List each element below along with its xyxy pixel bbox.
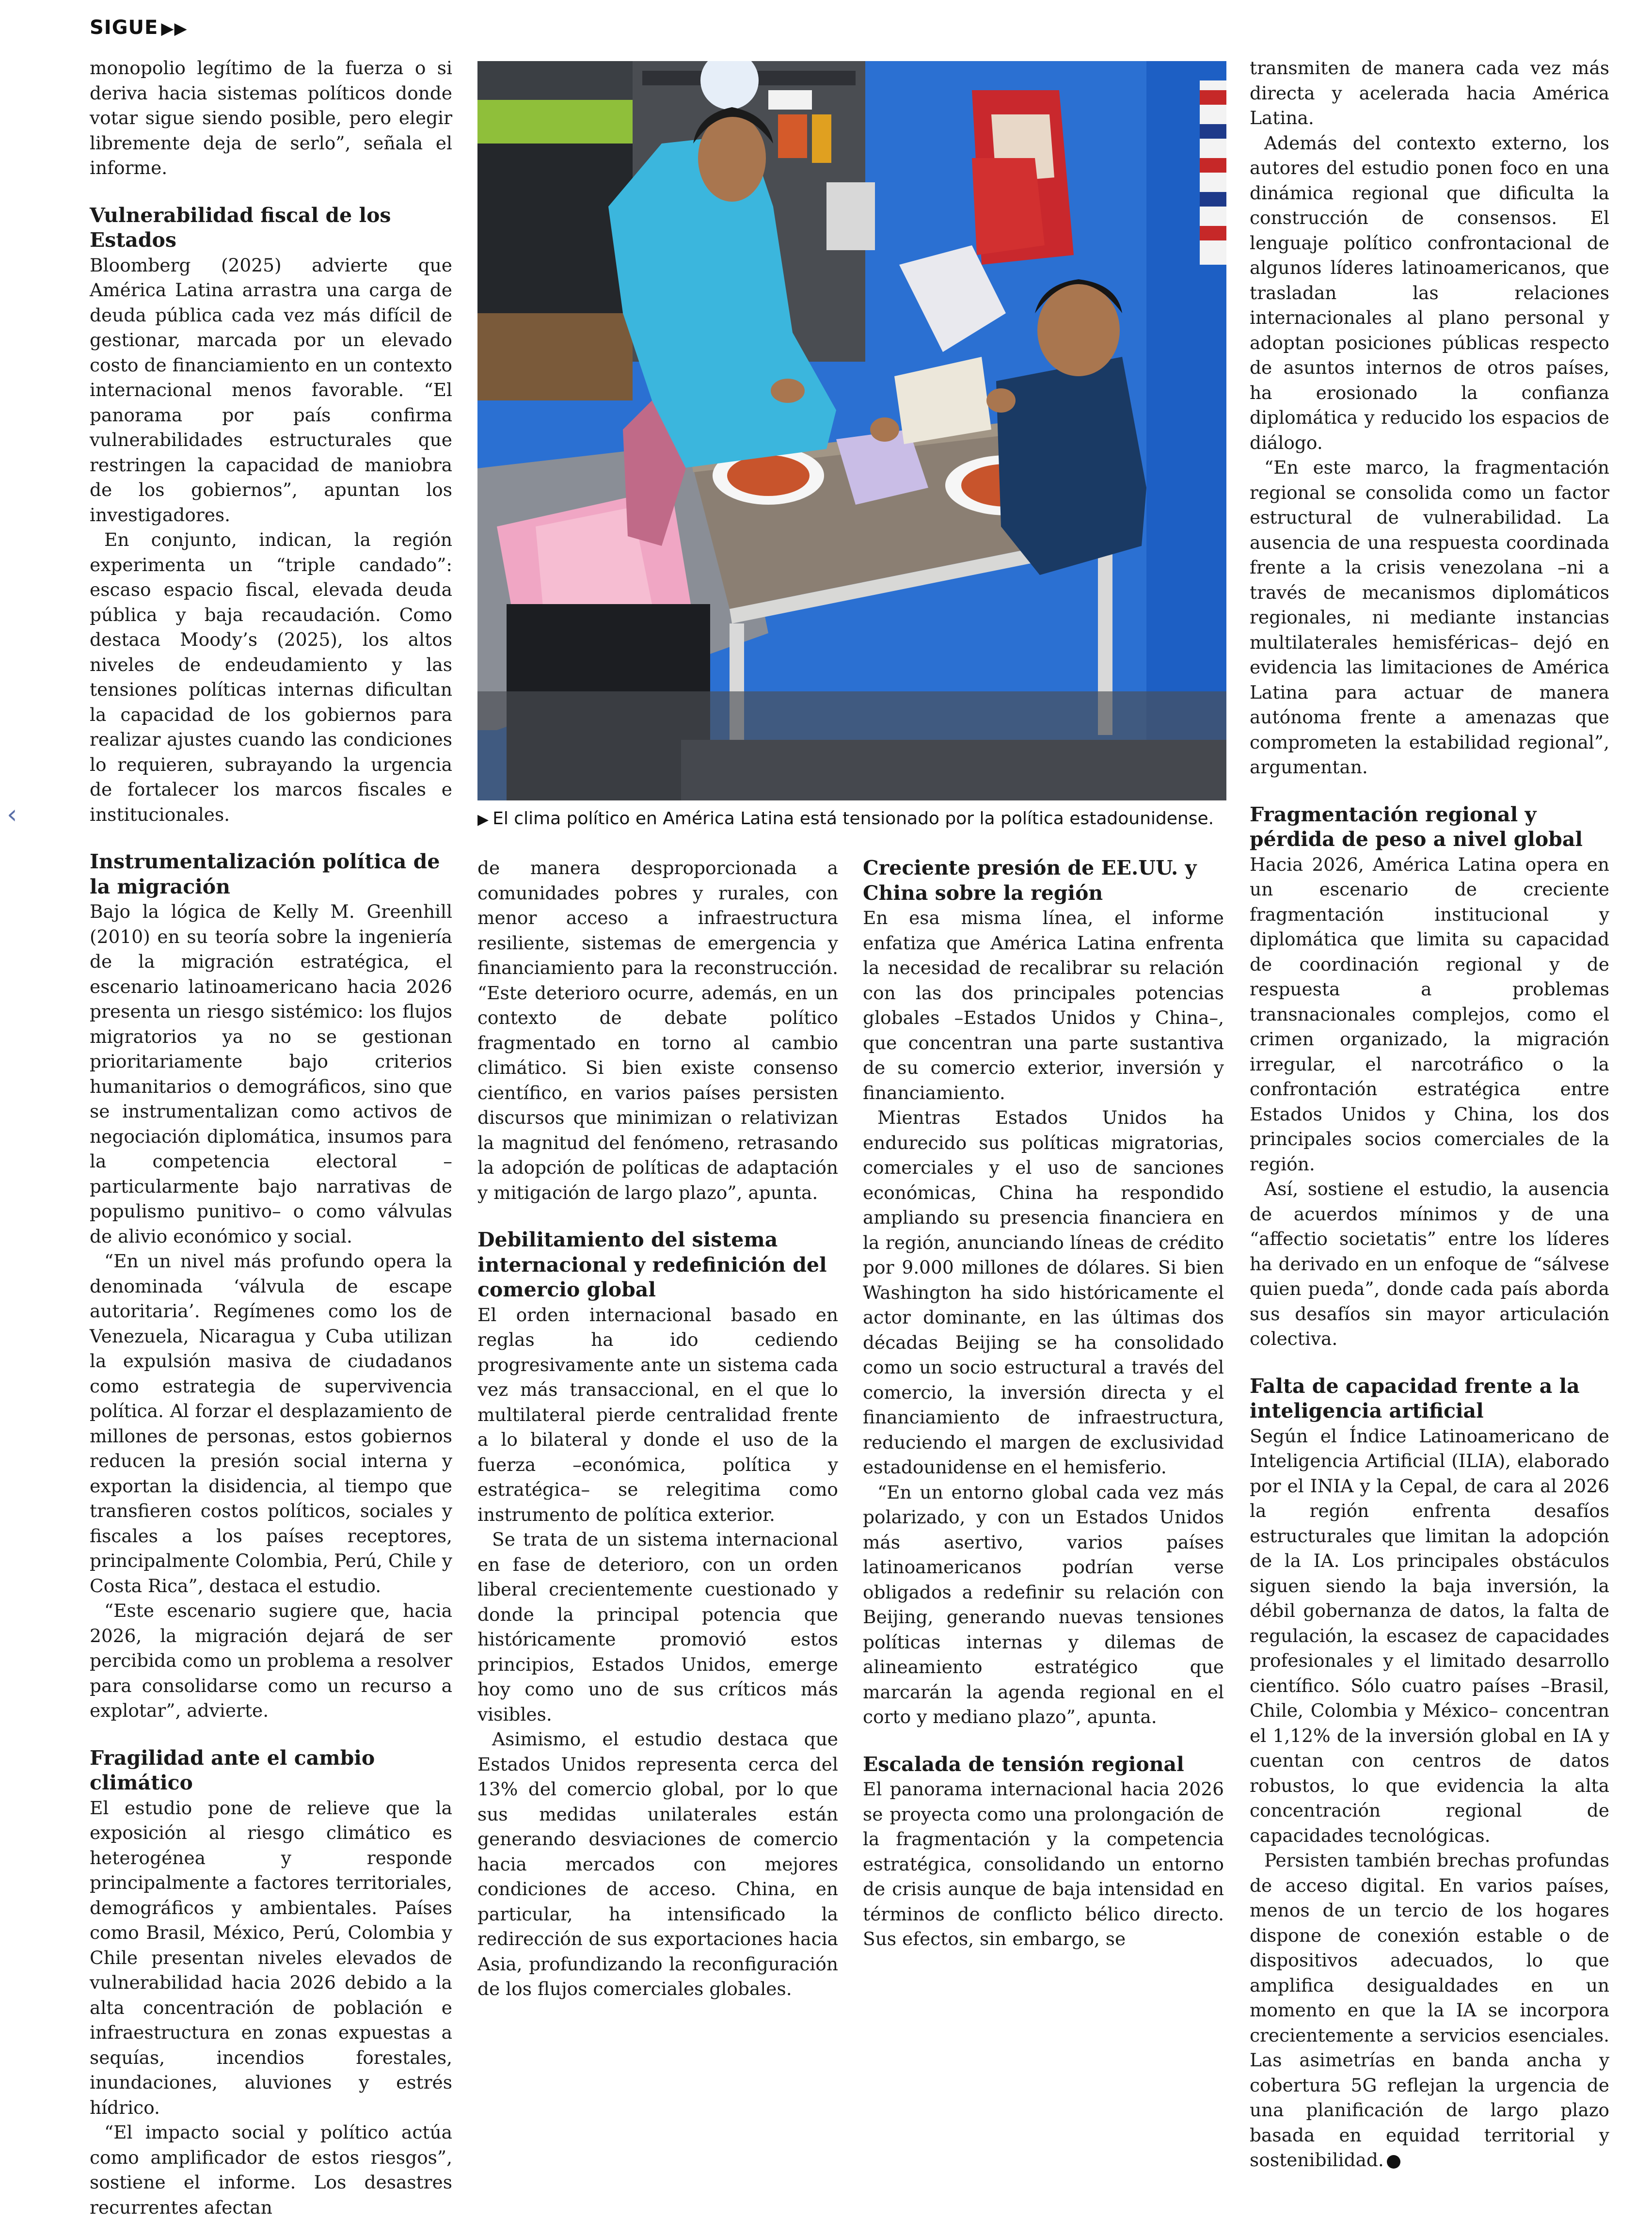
body-paragraph: Asimismo, el estudio destaca que Estados Unidos representa cerca del 13% del comercio global, por lo que sus medidas unilaterales están generando desviaciones de comercio hacia mercados con mejores condiciones de acceso. China, en particular, ha intensificado la redirección de sus exportaciones hacia Asia, profundizando la reconfiguración de los flujos comerciales globales. bbox=[477, 1728, 838, 1999]
previous-page-icon[interactable]: ‹ bbox=[7, 799, 17, 830]
body-paragraph: “El impacto social y político actúa como amplificador de estos riesgos”, sostiene el informe. Los desastres recurrentes afectan bbox=[90, 2122, 452, 2218]
body-paragraph: Mientras Estados Unidos ha endurecido sus políticas migratorias, comerciales y el uso de sanciones económicas, China ha respondido ampliando su presencia financiera en la región, anunciando líneas de crédito por 9.000 millones de dólares. Si bien Washington ha sido históricamente el actor dominante, en las últimas dos décadas Beijing se ha consolidado como un socio estructural a través del comercio, la inversión directa y el financiamiento de infraestructura, reduciendo el margen de exclusividad estadounidense en el hemisferio. bbox=[863, 1107, 1224, 1478]
body-paragraph: Bajo la lógica de Kelly M. Greenhill (2010) en su teoría sobre la ingeniería de la migración estratégica, el escenario latinoamericano hacia 2026 presenta un riesgo sistémico: los flujos migratorios ya no se gestionan prioritariamente bajo criterios humanitarios o demográficos, sino que se instrumentalizan como activos de negociación diplomática, insumos para la competencia electoral –particularmente bajo narrativas de populismo punitivo– o como válvulas de alivio económico y social. bbox=[90, 901, 452, 1247]
body-paragraph: “En este marco, la fragmentación regional se consolida como un factor estructural de vulnerabilidad. La ausencia de una respuesta coordinada frente a la crisis venezolana –ni a través de mecanismos diplomáticos regionales, ni mediante instancias multilaterales hemisféricas– dejó en evidencia las limitaciones de América Latina para actuar de manera autónoma frente a amenazas que comprometen la estabilidad regional”, argumentan. bbox=[1250, 457, 1609, 778]
article-column-3 bbox=[863, 856, 1224, 1952]
body-paragraph: El panorama internacional hacia 2026 se proyecta como una prolongación de la fragmentación y la competencia estratégica, consolidando un entorno de crisis aunque de baja intensidad en términos de conflicto bélico directo. Sus efectos, sin embargo, se bbox=[863, 1778, 1224, 1949]
section-heading: Fragilidad ante el cambio climático bbox=[90, 1746, 375, 1794]
body-paragraph: En esa misma línea, el informe enfatiza que América Latina enfrenta la necesidad de recalibrar su relación con las dos principales potencias globales –Estados Unidos y China–, que concentran una parte sustantiva de su comercio exterior, inversión y financiamiento. bbox=[863, 907, 1224, 1103]
body-paragraph: En conjunto, indican, la región experimenta un “triple candado”: escaso espacio fiscal, elevada deuda pública y baja recaudación. Como destaca Moody’s (2025), los altos niveles de endeudamiento y las tensiones políticas internas dificultan la capacidad de los gobiernos para realizar ajustes cuando las condiciones lo requieren, subrayando la urgencia de fortalecer los marcos fiscales e institucionales. bbox=[90, 529, 452, 825]
body-paragraph: Hacia 2026, América Latina opera en un escenario de creciente fragmentación institucional y diplomática que limita su capacidad de coordinación regional y de respuesta a problemas transnacionales complejos, como el crimen organizado, la migración irregular, el narcotráfico o la confrontación estratégica entre Estados Unidos y China, los dos principales socios comerciales de la región. bbox=[1250, 853, 1609, 1175]
section-heading: Vulnerabilidad fiscal de los Estados bbox=[90, 203, 391, 252]
body-paragraph: Según el Índice Latinoamericano de Inteligencia Artificial (ILIA), elaborado por el INIA y la Cepal, de cara al 2026 la región enfrenta desafíos estructurales que limitan la adopción de la IA. Los principales obstáculos siguen siendo la baja inversión, la débil gobernanza de datos, la falta de regulación, la escasez de capacidades profesionales y el limitado desarrollo científico. Sólo cuatro países –Brasil, Chile, Colombia y México– concentran el 1,12% de la inversión global en IA y cuentan con centros de datos robustos, lo que evidencia la alta concentración regional de capacidades tecnológicas. bbox=[1250, 1425, 1609, 1846]
article-column-1 bbox=[90, 56, 452, 2220]
body-paragraph: Bloomberg (2025) advierte que América Latina arrastra una carga de deuda pública cada vez más difícil de gestionar, marcada por un elevado costo de financiamiento en un contexto internacional menos favorable. “El panorama por país confirma vulnerabilidades estructurales que restringen la capacidad de maniobra de los gobiernos”, apuntan los investigadores. bbox=[90, 254, 452, 526]
body-paragraph: “En un nivel más profundo opera la denominada ‘válvula de escape autoritaria’. Regímenes como los de Venezuela, Nicaragua y Cuba utilizan la expulsión masiva de ciudadanos como estrategia de supervivencia política. Al forzar el desplazamiento de millones de personas, estos gobiernos reducen la presión social interna y exportan la disidencia, al tiempo que transfieren costos políticos, sociales y fiscales a los países receptores, principalmente Colombia, Perú, Chile y Costa Rica”, destaca el estudio. bbox=[90, 1250, 452, 1597]
body-paragraph: monopolio legítimo de la fuerza o si deriva hacia sistemas políticos donde votar sigue siendo posible, pero elegir libremente deja de serlo”, señala el informe. bbox=[90, 57, 452, 178]
section-heading: Falta de capacidad frente a la inteligencia artificial bbox=[1250, 1374, 1580, 1422]
continue-label: SIGUE ▶▶ bbox=[90, 16, 188, 39]
section-heading: Creciente presión de EE.UU. y China sobre la región bbox=[863, 856, 1197, 905]
article-photo bbox=[477, 61, 1226, 800]
photo-caption: ▶ El clima político en América Latina está tensionado por la política estadounidense. bbox=[477, 809, 1214, 829]
body-paragraph: Persisten también brechas profundas de acceso digital. En varios países, menos de un tercio de los hogares dispone de conexión estable o de dispositivos adecuados, lo que amplifica desigualdades en un momento en que la IA se incorpora crecientemente a servicios esenciales. Las asimetrías en banda ancha y cobertura 5G reflejan la urgencia de una planificación de largo plazo basada en equidad territorial y sostenibilidad. bbox=[1250, 1850, 1609, 2171]
section-heading: Fragmentación regional y pérdida de peso a nivel global bbox=[1250, 802, 1583, 851]
section-heading: Escalada de tensión regional bbox=[863, 1752, 1184, 1776]
continue-arrows-icon: ▶▶ bbox=[161, 19, 188, 38]
body-paragraph: Así, sostiene el estudio, la ausencia de acuerdos mínimos y de una “affectio societatis” entre los líderes ha derivado en un enfoque de “sálvese quien pueda”, donde cada país aborda sus desafíos sin mayor articulación colectiva. bbox=[1250, 1178, 1609, 1349]
body-paragraph: Se trata de un sistema internacional en fase de deterioro, con un orden liberal crecientemente cuestionado y donde la principal potencia que históricamente promovió estos principios, Estados Unidos, emerge hoy como uno de sus críticos más visibles. bbox=[477, 1529, 838, 1725]
caption-marker-icon: ▶ bbox=[477, 811, 489, 828]
body-paragraph: “Este escenario sugiere que, hacia 2026, la migración dejará de ser percibida como un problema a resolver para consolidarse como un recurso a explotar”, advierte. bbox=[90, 1600, 452, 1721]
body-paragraph: de manera desproporcionada a comunidades pobres y rurales, con menor acceso a infraestructura resiliente, sistemas de emergencia y financiamiento para la reconstrucción. “Este deterioro ocurre, además, en un contexto de debate político fragmentado en torno al cambio climático. Si bien existe consenso científico, en varios países persisten discursos que minimizan o relativizan la magnitud del fenómeno, retrasando la adopción de políticas de adaptación y mitigación de largo plazo”, apunta. bbox=[477, 857, 838, 1203]
section-heading: Debilitamiento del sistema internacional y redefinición del comercio global bbox=[477, 1228, 827, 1301]
body-paragraph: Además del contexto externo, los autores del estudio ponen foco en una dinámica regional que dificulta la construcción de consensos. El lenguaje político confrontacional de algunos líderes latinoamericanos, que trasladan las relaciones internacionales al plano personal y adoptan posiciones públicas respecto de asuntos internos de otros países, ha erosionado la confianza diplomática y reducido los espacios de diálogo. bbox=[1250, 132, 1609, 453]
section-heading: Instrumentalización política de la migración bbox=[90, 850, 440, 898]
body-paragraph: El orden internacional basado en reglas ha ido cediendo progresivamente ante un sistema cada vez más transaccional, en el que lo multilateral pierde centralidad frente a lo bilateral y donde el uso de la fuerza –económica, política y estratégica– se relegitima como instrumento de política exterior. bbox=[477, 1304, 838, 1525]
body-paragraph: transmiten de manera cada vez más directa y acelerada hacia América Latina. bbox=[1250, 57, 1609, 128]
article-column-4 bbox=[1250, 56, 1609, 2173]
end-of-article-icon bbox=[1387, 2155, 1400, 2169]
body-paragraph: El estudio pone de relieve que la exposición al riesgo climático es heterogénea y responde principalmente a factores territoriales, demográficos y ambientales. Países como Brasil, México, Perú, Colombia y Chile presentan niveles elevados de vulnerabilidad hacia 2026 debido a la alta concentración de población e infraestructura en zonas expuestas a sequías, incendios forestales, inundaciones, aluviones y estrés hídrico. bbox=[90, 1797, 452, 2118]
article-column-2 bbox=[477, 856, 838, 2002]
body-paragraph: “En un entorno global cada vez más polarizado, y con un Estados Unidos más asertivo, varios países latinoamericanos podrían verse obligados a redefinir su relación con Beijing, generando nuevas tensiones políticas internas y dilemas de alineamiento estratégico que marcarán la agenda regional en el corto y mediano plazo”, apunta. bbox=[863, 1481, 1224, 1727]
